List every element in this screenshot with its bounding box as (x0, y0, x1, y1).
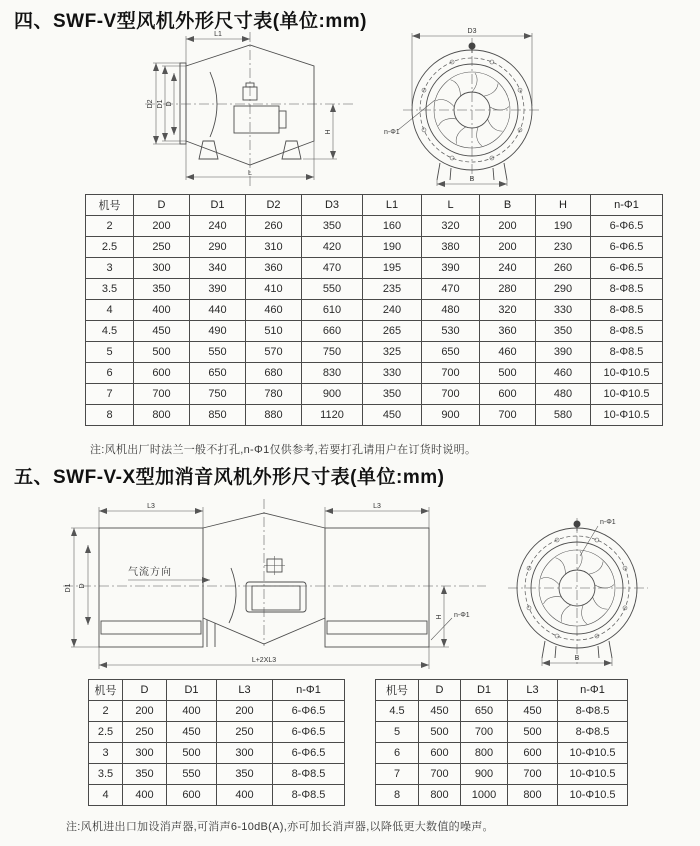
table-cell: 290 (190, 237, 246, 258)
table-cell: 440 (190, 300, 246, 321)
table-row (89, 743, 345, 764)
table-cell: 850 (190, 405, 246, 426)
column-header: L3 (217, 680, 273, 701)
table-cell: 610 (302, 300, 363, 321)
column-header: D1 (167, 680, 217, 701)
table-cell: 700 (508, 764, 558, 785)
table-cell: 235 (363, 279, 422, 300)
table-cell: 480 (422, 300, 480, 321)
table-cell: 350 (536, 321, 591, 342)
table-cell: 8 (376, 785, 419, 806)
table-cell: 10-Φ10.5 (591, 384, 663, 405)
table-row (86, 405, 663, 426)
table-cell: 2.5 (89, 722, 123, 743)
column-header: H (536, 195, 591, 216)
table-cell: 8-Φ8.5 (558, 722, 628, 743)
table-cell: 4 (89, 785, 123, 806)
table-cell: 240 (480, 258, 536, 279)
column-header: 机号 (376, 680, 419, 701)
table-cell: 450 (508, 701, 558, 722)
table-cell: 350 (363, 384, 422, 405)
table-cell: 200 (134, 216, 190, 237)
table-header-row (89, 680, 345, 701)
table-cell: 350 (217, 764, 273, 785)
table-cell: 10-Φ10.5 (591, 405, 663, 426)
table-cell: 550 (167, 764, 217, 785)
table-cell: 550 (302, 279, 363, 300)
table-cell: 3 (89, 743, 123, 764)
table-cell: 400 (123, 785, 167, 806)
table-cell: 380 (422, 237, 480, 258)
table-cell: 8-Φ8.5 (273, 764, 345, 785)
table-cell: 800 (461, 743, 508, 764)
table-cell: 8-Φ8.5 (591, 300, 663, 321)
table-cell: 6 (86, 363, 134, 384)
table-cell: 600 (419, 743, 461, 764)
table-cell: 550 (190, 342, 246, 363)
table-cell: 360 (480, 321, 536, 342)
table-cell: 800 (508, 785, 558, 806)
table-cell: 340 (190, 258, 246, 279)
table-row (86, 342, 663, 363)
table-cell: 190 (363, 237, 422, 258)
table-cell: 780 (246, 384, 302, 405)
table-cell: 470 (302, 258, 363, 279)
table-cell: 6-Φ6.5 (591, 216, 663, 237)
table-cell: 10-Φ10.5 (558, 785, 628, 806)
table-cell: 390 (190, 279, 246, 300)
table-cell: 200 (123, 701, 167, 722)
table-row (376, 722, 628, 743)
table-cell: 500 (134, 342, 190, 363)
dim-label-l1: L1 (214, 31, 222, 38)
table-cell: 160 (363, 216, 422, 237)
table-cell: 10-Φ10.5 (558, 743, 628, 764)
table-cell: 490 (190, 321, 246, 342)
dim-label-h: H (436, 614, 443, 620)
table-cell: 300 (123, 743, 167, 764)
table-cell: 880 (246, 405, 302, 426)
table-cell: 3 (86, 258, 134, 279)
dim-label-b: B (574, 655, 580, 662)
table-row (89, 722, 345, 743)
dim-label-d: D (166, 101, 173, 107)
table-cell: 900 (422, 405, 480, 426)
table-cell: 300 (134, 258, 190, 279)
table-cell: 8-Φ8.5 (273, 785, 345, 806)
dim-label-n-phi1: n-Φ1 (454, 612, 470, 619)
table-cell: 680 (246, 363, 302, 384)
table-cell: 8-Φ8.5 (591, 321, 663, 342)
table-cell: 250 (123, 722, 167, 743)
dim-label-d3: D3 (467, 28, 477, 35)
table-row (89, 785, 345, 806)
dim-label-n-phi1: n-Φ1 (600, 519, 616, 526)
table-cell: 700 (461, 722, 508, 743)
swf-v-dimension-table (85, 194, 663, 426)
table-cell: 350 (123, 764, 167, 785)
table-cell: 390 (422, 258, 480, 279)
table-cell: 450 (167, 722, 217, 743)
column-header: D (419, 680, 461, 701)
table-cell: 240 (363, 300, 422, 321)
table-cell: 450 (419, 701, 461, 722)
section4-note: 注:风机出厂时法兰一般不打孔,n-Φ1仅供参考,若要打孔请用户在订货时说明。 (90, 444, 477, 456)
table-row (86, 237, 663, 258)
table-cell: 390 (536, 342, 591, 363)
table-cell: 400 (217, 785, 273, 806)
column-header: D (134, 195, 190, 216)
column-header: L (422, 195, 480, 216)
table-cell: 900 (461, 764, 508, 785)
table-cell: 290 (536, 279, 591, 300)
swf-v-front-view-drawing (383, 24, 561, 190)
column-header: D2 (246, 195, 302, 216)
table-cell: 470 (422, 279, 480, 300)
table-cell: 350 (302, 216, 363, 237)
table-cell: 4.5 (376, 701, 419, 722)
table-cell: 200 (480, 237, 536, 258)
table-cell: 700 (480, 405, 536, 426)
table-row (86, 300, 663, 321)
table-cell: 460 (536, 363, 591, 384)
table-cell: 2 (86, 216, 134, 237)
column-header: D1 (190, 195, 246, 216)
dim-label-d1: D1 (65, 583, 72, 593)
column-header: B (480, 195, 536, 216)
table-cell: 500 (508, 722, 558, 743)
column-header: 机号 (89, 680, 123, 701)
swf-v-x-side-view-drawing (58, 496, 492, 682)
table-header-row (376, 680, 628, 701)
table-row (86, 216, 663, 237)
table-cell: 8-Φ8.5 (591, 342, 663, 363)
table-cell: 700 (422, 363, 480, 384)
table-cell: 300 (217, 743, 273, 764)
table-cell: 650 (190, 363, 246, 384)
table-cell: 6-Φ6.5 (273, 743, 345, 764)
table-cell: 410 (246, 279, 302, 300)
table-cell: 830 (302, 363, 363, 384)
table-cell: 195 (363, 258, 422, 279)
swf-v-x-dimension-table-right (375, 679, 628, 806)
table-cell: 265 (363, 321, 422, 342)
table-row (86, 384, 663, 405)
column-header: n-Φ1 (558, 680, 628, 701)
table-cell: 5 (86, 342, 134, 363)
section4-title: 四、SWF-V型风机外形尺寸表(单位:mm) (14, 11, 367, 32)
table-row (89, 764, 345, 785)
table-cell: 660 (302, 321, 363, 342)
airflow-direction-label: 气流方向 (128, 567, 172, 578)
table-cell: 3.5 (89, 764, 123, 785)
table-cell: 8 (86, 405, 134, 426)
table-cell: 200 (217, 701, 273, 722)
table-cell: 450 (363, 405, 422, 426)
table-cell: 360 (246, 258, 302, 279)
table-cell: 700 (422, 384, 480, 405)
table-cell: 1120 (302, 405, 363, 426)
table-cell: 260 (246, 216, 302, 237)
dim-label-h: H (325, 129, 332, 135)
table-row (86, 279, 663, 300)
table-row (86, 321, 663, 342)
table-cell: 260 (536, 258, 591, 279)
column-header: L3 (508, 680, 558, 701)
table-cell: 800 (419, 785, 461, 806)
table-header-row (86, 195, 663, 216)
table-cell: 230 (536, 237, 591, 258)
table-cell: 400 (167, 701, 217, 722)
table-cell: 510 (246, 321, 302, 342)
table-cell: 700 (419, 764, 461, 785)
swf-v-side-view-drawing (140, 28, 360, 190)
table-cell: 330 (536, 300, 591, 321)
table-row (376, 701, 628, 722)
table-cell: 2.5 (86, 237, 134, 258)
table-cell: 750 (302, 342, 363, 363)
dim-label-b: B (469, 176, 475, 183)
section5-note: 注:风机进出口加设消声器,可消声6-10dB(A),亦可加长消声器,以降低更大数值的噪声。 (66, 821, 494, 833)
table-cell: 250 (217, 722, 273, 743)
column-header: n-Φ1 (591, 195, 663, 216)
column-header: 机号 (86, 195, 134, 216)
table-cell: 700 (134, 384, 190, 405)
table-cell: 190 (536, 216, 591, 237)
table-cell: 1000 (461, 785, 508, 806)
table-row (376, 743, 628, 764)
table-cell: 650 (422, 342, 480, 363)
section5-title: 五、SWF-V-X型加消音风机外形尺寸表(单位:mm) (14, 467, 445, 488)
column-header: n-Φ1 (273, 680, 345, 701)
table-cell: 450 (134, 321, 190, 342)
swf-v-x-dimension-table-left (88, 679, 345, 806)
table-cell: 570 (246, 342, 302, 363)
table-cell: 6 (376, 743, 419, 764)
table-cell: 500 (167, 743, 217, 764)
table-row (376, 785, 628, 806)
table-cell: 325 (363, 342, 422, 363)
table-cell: 4.5 (86, 321, 134, 342)
dim-label-total-length: L+2XL3 (251, 657, 277, 664)
dim-label-l: L (248, 170, 252, 177)
table-cell: 400 (134, 300, 190, 321)
table-cell: 7 (86, 384, 134, 405)
table-cell: 500 (419, 722, 461, 743)
dim-label-d1: D1 (157, 99, 164, 109)
table-cell: 3.5 (86, 279, 134, 300)
table-cell: 800 (134, 405, 190, 426)
table-cell: 480 (536, 384, 591, 405)
column-header: D3 (302, 195, 363, 216)
table-cell: 4 (86, 300, 134, 321)
table-cell: 350 (134, 279, 190, 300)
table-cell: 7 (376, 764, 419, 785)
table-cell: 10-Φ10.5 (591, 363, 663, 384)
table-cell: 8-Φ8.5 (591, 279, 663, 300)
dim-label-n-phi1: n-Φ1 (384, 129, 400, 136)
table-cell: 460 (246, 300, 302, 321)
dim-label-l3-left: L3 (147, 503, 155, 510)
table-cell: 10-Φ10.5 (558, 764, 628, 785)
table-cell: 200 (480, 216, 536, 237)
table-cell: 330 (363, 363, 422, 384)
column-header: D1 (461, 680, 508, 701)
table-cell: 8-Φ8.5 (558, 701, 628, 722)
table-cell: 600 (167, 785, 217, 806)
table-row (86, 363, 663, 384)
table-cell: 900 (302, 384, 363, 405)
table-row (86, 258, 663, 279)
table-cell: 6-Φ6.5 (273, 701, 345, 722)
table-cell: 280 (480, 279, 536, 300)
table-cell: 250 (134, 237, 190, 258)
table-cell: 420 (302, 237, 363, 258)
table-cell: 600 (480, 384, 536, 405)
table-cell: 650 (461, 701, 508, 722)
table-cell: 310 (246, 237, 302, 258)
table-cell: 5 (376, 722, 419, 743)
table-cell: 460 (480, 342, 536, 363)
column-header: D (123, 680, 167, 701)
dim-label-d2: D2 (147, 99, 154, 109)
table-row (89, 701, 345, 722)
table-cell: 6-Φ6.5 (273, 722, 345, 743)
table-cell: 320 (480, 300, 536, 321)
table-cell: 530 (422, 321, 480, 342)
table-cell: 240 (190, 216, 246, 237)
column-header: L1 (363, 195, 422, 216)
table-cell: 750 (190, 384, 246, 405)
dim-label-d: D (79, 583, 86, 589)
table-cell: 6-Φ6.5 (591, 258, 663, 279)
table-cell: 6-Φ6.5 (591, 237, 663, 258)
table-cell: 600 (134, 363, 190, 384)
table-cell: 580 (536, 405, 591, 426)
table-row (376, 764, 628, 785)
table-cell: 320 (422, 216, 480, 237)
table-cell: 2 (89, 701, 123, 722)
table-cell: 600 (508, 743, 558, 764)
swf-v-x-front-view-drawing (492, 502, 670, 677)
table-cell: 500 (480, 363, 536, 384)
dim-label-l3-right: L3 (373, 503, 381, 510)
